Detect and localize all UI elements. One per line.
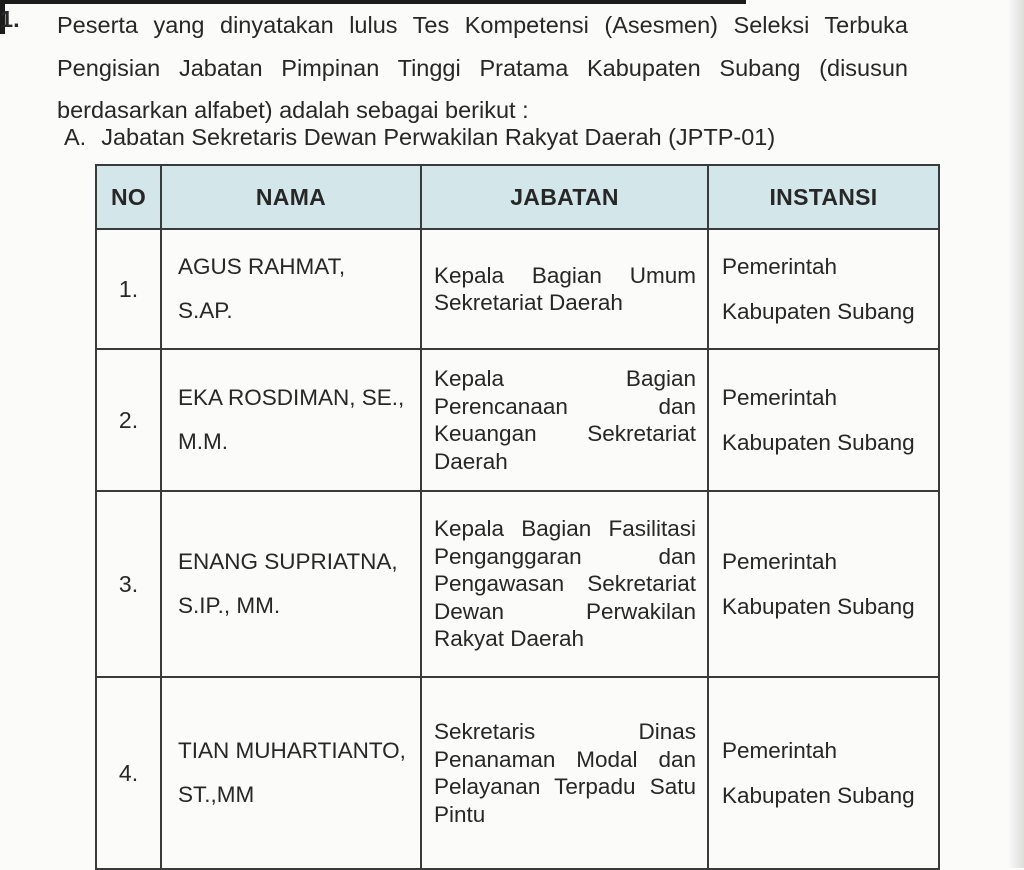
instansi-line: Pemerintah: [722, 549, 838, 574]
column-header-jabatan: JABATAN: [421, 165, 708, 229]
jabatan-line: Penanaman Modal dan: [434, 746, 696, 772]
instansi-line: Pemerintah: [722, 738, 838, 763]
jabatan-line: Pelayanan Terpadu Satu: [434, 774, 696, 799]
jabatan-line: Rakyat Daerah: [434, 626, 585, 652]
section-letter: A.: [64, 124, 87, 150]
nama-line: S.AP.: [178, 298, 233, 323]
cell-instansi: [708, 677, 939, 869]
nama-line: ST.,MM: [178, 782, 255, 807]
jabatan-line: Sekretaris Dinas: [434, 719, 696, 744]
table-row: [96, 491, 939, 677]
cell-no: 3.: [96, 491, 161, 677]
column-header-no: NO: [96, 165, 161, 229]
jabatan-line: Perencanaan dan: [434, 393, 696, 419]
nama-line: S.IP., MM.: [178, 593, 281, 618]
cell-no: 1.: [96, 229, 161, 349]
instansi-line: Kabupaten Subang: [722, 299, 915, 324]
cell-nama: [161, 491, 421, 677]
jabatan-line: Keuangan Sekretariat: [434, 421, 696, 446]
intro-line: Pengisian Jabatan Pimpinan Tinggi Pratama Kabupaten Subang (disusun: [57, 54, 908, 81]
cell-instansi: [708, 349, 939, 491]
nama-line: AGUS RAHMAT,: [178, 254, 346, 279]
scan-edge-shadow: [1008, 0, 1024, 868]
intro-line: Peserta yang dinyatakan lulus Tes Kompetensi (Asesmen) Seleksi Terbuka: [57, 12, 908, 38]
cell-instansi: [708, 491, 939, 677]
jabatan-line: Sekretariat Daerah: [434, 290, 623, 315]
list-item-number: 1.: [0, 6, 20, 32]
table-header-row: [96, 165, 939, 229]
jabatan-line: Penganggaran dan: [434, 543, 696, 569]
jabatan-line: Pintu: [434, 801, 486, 827]
table-row: [96, 229, 939, 349]
jabatan-line: Daerah: [434, 448, 508, 474]
cell-jabatan: [421, 229, 708, 349]
instansi-line: Pemerintah: [722, 385, 838, 410]
table-row: [96, 349, 939, 491]
section-title: Jabatan Sekretaris Dewan Perwakilan Rakyat Daerah (JPTP-01): [101, 124, 776, 150]
intro-paragraph: [57, 4, 908, 132]
nama-line: TIAN MUHARTIANTO,: [178, 738, 406, 763]
section-heading: [64, 124, 775, 151]
jabatan-line: Kepala Bagian Fasilitasi: [434, 516, 696, 542]
results-table: [95, 164, 940, 870]
cell-nama: [161, 349, 421, 491]
intro-line: berdasarkan alfabet) adalah sebagai berikut :: [57, 97, 529, 123]
instansi-line: Kabupaten Subang: [722, 430, 915, 455]
nama-line: ENANG SUPRIATNA,: [178, 549, 398, 574]
cell-jabatan: [421, 491, 708, 677]
cell-no: 4.: [96, 677, 161, 869]
cell-instansi: [708, 229, 939, 349]
column-header-instansi: INSTANSI: [708, 165, 939, 229]
nama-line: M.M.: [178, 429, 228, 454]
jabatan-line: Pengawasan Sekretariat: [434, 571, 696, 597]
cell-nama: [161, 677, 421, 869]
instansi-line: Kabupaten Subang: [722, 783, 915, 808]
jabatan-line: Dewan Perwakilan: [434, 598, 696, 624]
nama-line: EKA ROSDIMAN, SE.,: [178, 385, 405, 410]
column-header-nama: NAMA: [161, 165, 421, 229]
cell-no: 2.: [96, 349, 161, 491]
cell-nama: [161, 229, 421, 349]
jabatan-line: Kepala Bagian Umum: [434, 262, 696, 288]
instansi-line: Pemerintah: [722, 254, 838, 279]
cell-jabatan: [421, 349, 708, 491]
jabatan-line: Kepala Bagian: [434, 366, 696, 391]
table-row: [96, 677, 939, 869]
instansi-line: Kabupaten Subang: [722, 594, 915, 619]
cell-jabatan: [421, 677, 708, 869]
